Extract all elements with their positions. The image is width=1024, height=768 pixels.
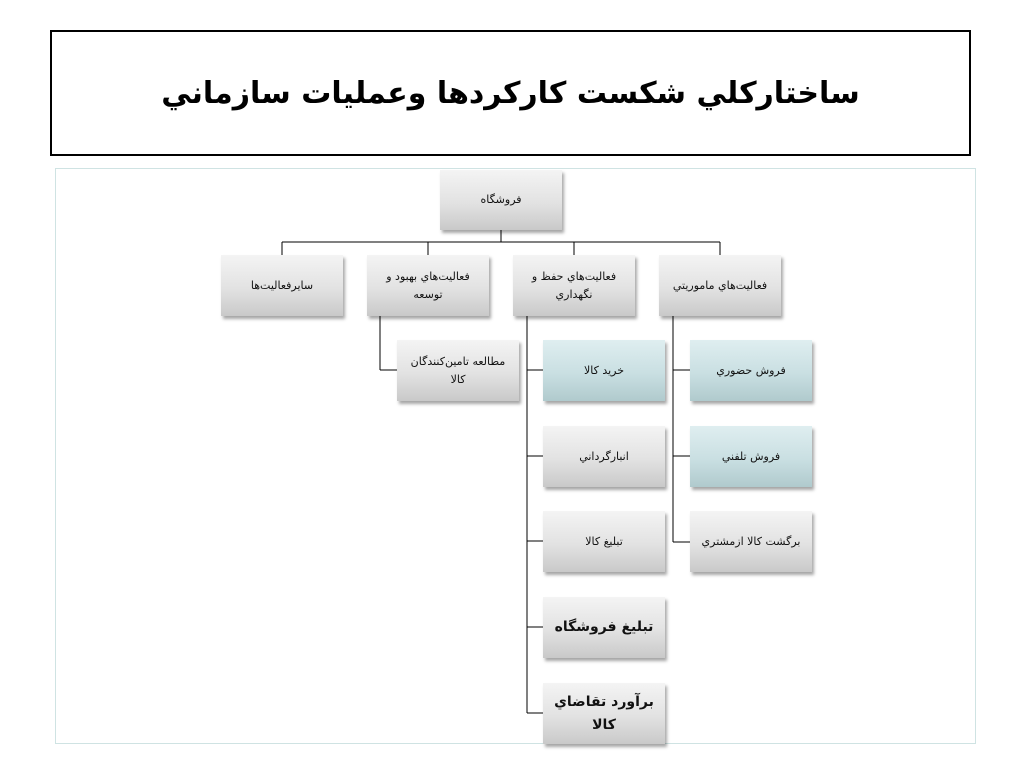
node-store-ads	[543, 597, 665, 658]
node-customer-returns-label: برگشت كالا ازمشتري	[701, 534, 801, 548]
node-purchase	[543, 340, 665, 401]
node-root-label: فروشگاه	[480, 193, 522, 207]
node-customer-returns	[690, 511, 812, 572]
node-warehousing-label: انبارگرداني	[579, 449, 629, 463]
node-other-label: سايرفعاليت‌ها	[250, 278, 314, 292]
node-supplier-study-label: مطالعه تامين‌كنندگان كالا	[410, 354, 506, 386]
node-store-ads-label: تبليغ فروشگاه	[554, 619, 654, 636]
node-demand-estimate	[543, 683, 665, 744]
node-product-ads	[543, 511, 665, 572]
node-maintenance	[513, 255, 635, 316]
node-product-ads-label: تبليغ كالا	[585, 534, 623, 548]
node-root	[440, 170, 562, 230]
title-box	[50, 30, 971, 156]
page-title: ساختاركلي شكست كاركردها وعمليات سازماني	[161, 75, 860, 111]
node-operations	[659, 255, 781, 316]
node-in-person-sales	[690, 340, 812, 401]
node-purchase-label: خريد كالا	[583, 363, 625, 377]
node-demand-estimate-label: برآورد تقاضاي كالا	[554, 694, 654, 733]
node-maintenance-label: فعاليت‌هاي حفظ و نگهداري	[531, 269, 617, 301]
node-operations-label: فعاليت‌هاي ماموريتي	[672, 278, 768, 292]
node-other	[221, 255, 343, 316]
node-phone-sales-label: فروش تلفني	[721, 449, 781, 463]
node-in-person-sales-label: فروش حضوري	[716, 363, 786, 377]
node-improvement	[367, 255, 489, 316]
node-improvement-label: فعاليت‌هاي بهبود و توسعه	[386, 269, 470, 301]
node-warehousing	[543, 426, 665, 487]
node-phone-sales	[690, 426, 812, 487]
node-supplier-study	[397, 340, 519, 401]
